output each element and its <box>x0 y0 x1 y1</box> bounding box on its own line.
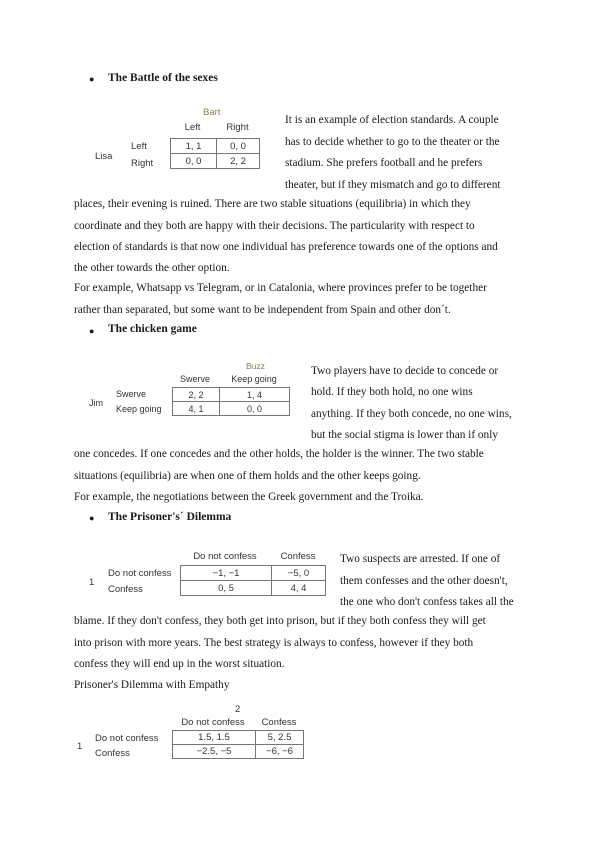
row-header: Left <box>131 141 147 152</box>
col-header: Swerve <box>179 374 210 384</box>
row-player-label: 1 <box>89 577 95 588</box>
table-row <box>173 388 290 402</box>
paragraph-line: stadium. She prefers football and he prefers <box>285 157 483 169</box>
bullet-icon: ● <box>89 74 95 84</box>
row-header: Confess <box>108 584 143 595</box>
paragraph-line: election of standards is that now one individual has preference towards one of the options and <box>74 241 498 253</box>
paragraph-line: blame. If they don't confess, they both get into prison, but if they both confess they will get <box>74 615 486 627</box>
payoff-cell: 1.5, 1.5 <box>173 731 256 745</box>
payoff-cell: 0, 0 <box>220 402 290 416</box>
payoff-cell: 0, 0 <box>171 154 217 169</box>
bullet-icon: ● <box>89 326 95 336</box>
col-header: Confess <box>280 551 316 562</box>
paragraph-line: the other towards the other option. <box>74 262 230 274</box>
col-player-label: 2 <box>235 704 241 715</box>
payoff-cell: 0, 5 <box>181 581 272 596</box>
bullet-icon: ● <box>89 513 95 523</box>
paragraph-line: coordinate and they both are happy with their decisions. The particularity with respect to <box>74 220 475 232</box>
payoff-cell: −5, 0 <box>272 566 326 581</box>
paragraph-line: situations (equilibria) are when one of them holds and the other keeps going. <box>74 470 421 482</box>
col-header: Do not confess <box>193 551 257 562</box>
paragraph-line: but the social stigma is lower than if only <box>311 429 498 441</box>
paragraph-line: For example, Whatsapp vs Telegram, or in Catalonia, where provinces prefer to be together <box>74 282 487 294</box>
paragraph-line: Two players have to decide to concede or <box>311 365 499 377</box>
col-header: Do not confess <box>181 717 245 728</box>
payoff-matrix-battle <box>170 138 260 169</box>
paragraph-line: Prisoner's Dilemma with Empathy <box>74 679 230 691</box>
paragraph-line: places, their evening is ruined. There are two stable situations (equilibria) in which they <box>74 198 471 210</box>
payoff-cell: −1, −1 <box>181 566 272 581</box>
table-row <box>181 581 326 596</box>
table-row <box>171 139 260 154</box>
table-row <box>173 745 304 759</box>
section-title-battle: The Battle of the sexes <box>108 72 218 84</box>
row-header: Swerve <box>116 389 147 399</box>
row-player-label: 1 <box>77 741 83 752</box>
payoff-cell: 2, 2 <box>217 154 260 169</box>
payoff-cell: 1, 4 <box>220 388 290 402</box>
row-header: Do not confess <box>95 733 159 744</box>
table-row <box>173 731 304 745</box>
row-header: Keep going <box>116 404 162 414</box>
row-header: Do not confess <box>108 568 172 579</box>
payoff-cell: 2, 2 <box>173 388 220 402</box>
row-header: Confess <box>95 748 130 759</box>
paragraph-line: anything. If they both concede, no one wins, <box>311 408 512 420</box>
paragraph-line: confess they will end up in the worst situation. <box>74 658 285 670</box>
paragraph-line: into prison with more years. The best strategy is always to confess, however if they both <box>74 637 474 649</box>
payoff-cell: 4, 4 <box>272 581 326 596</box>
paragraph-line: hold. If they both hold, no one wins <box>311 386 473 398</box>
payoff-cell: 1, 1 <box>171 139 217 154</box>
paragraph-line: Two suspects are arrested. If one of <box>340 553 501 565</box>
section-title-prisoner: The Prisoner's´ Dilemma <box>108 511 232 523</box>
paragraph-line: one concedes. If one concedes and the other holds, the holder is the winner. The two stable <box>74 448 484 460</box>
payoff-cell: 5, 2.5 <box>256 731 304 745</box>
paragraph-line: For example, the negotiations between the Greek government and the Troika. <box>74 491 424 503</box>
col-header: Keep going <box>231 374 277 384</box>
table-row <box>171 154 260 169</box>
paragraph-line: rather than separated, but some want to be independent from Spain and other don´t. <box>74 304 451 316</box>
paragraph-line: has to decide whether to go to the theater or the <box>285 136 500 148</box>
section-title-chicken: The chicken game <box>108 323 197 335</box>
row-header: Right <box>131 158 154 169</box>
paragraph-line: It is an example of election standards. A couple <box>285 114 499 126</box>
payoff-matrix-prisoner <box>180 565 326 596</box>
paragraph-line: them confesses and the other doesn't, <box>340 575 508 587</box>
table-row <box>181 566 326 581</box>
payoff-cell: −2.5, −5 <box>173 745 256 759</box>
row-player-label: Jim <box>89 398 103 408</box>
table-row <box>173 402 290 416</box>
col-header: Left <box>184 122 201 133</box>
payoff-cell: 0, 0 <box>217 139 260 154</box>
payoff-matrix-chicken <box>172 387 290 416</box>
col-header: Confess <box>261 717 297 728</box>
row-player-label: Lisa <box>95 151 113 162</box>
col-player-label: Buzz <box>246 361 265 371</box>
col-header: Right <box>226 122 249 133</box>
paragraph-line: the one who don't confess takes all the <box>340 596 514 608</box>
payoff-cell: 4, 1 <box>173 402 220 416</box>
paragraph-line: theater, but if they mismatch and go to different <box>285 179 501 191</box>
payoff-matrix-empathy <box>172 730 304 759</box>
payoff-cell: −6, −6 <box>256 745 304 759</box>
col-player-label: Bart <box>203 107 221 118</box>
